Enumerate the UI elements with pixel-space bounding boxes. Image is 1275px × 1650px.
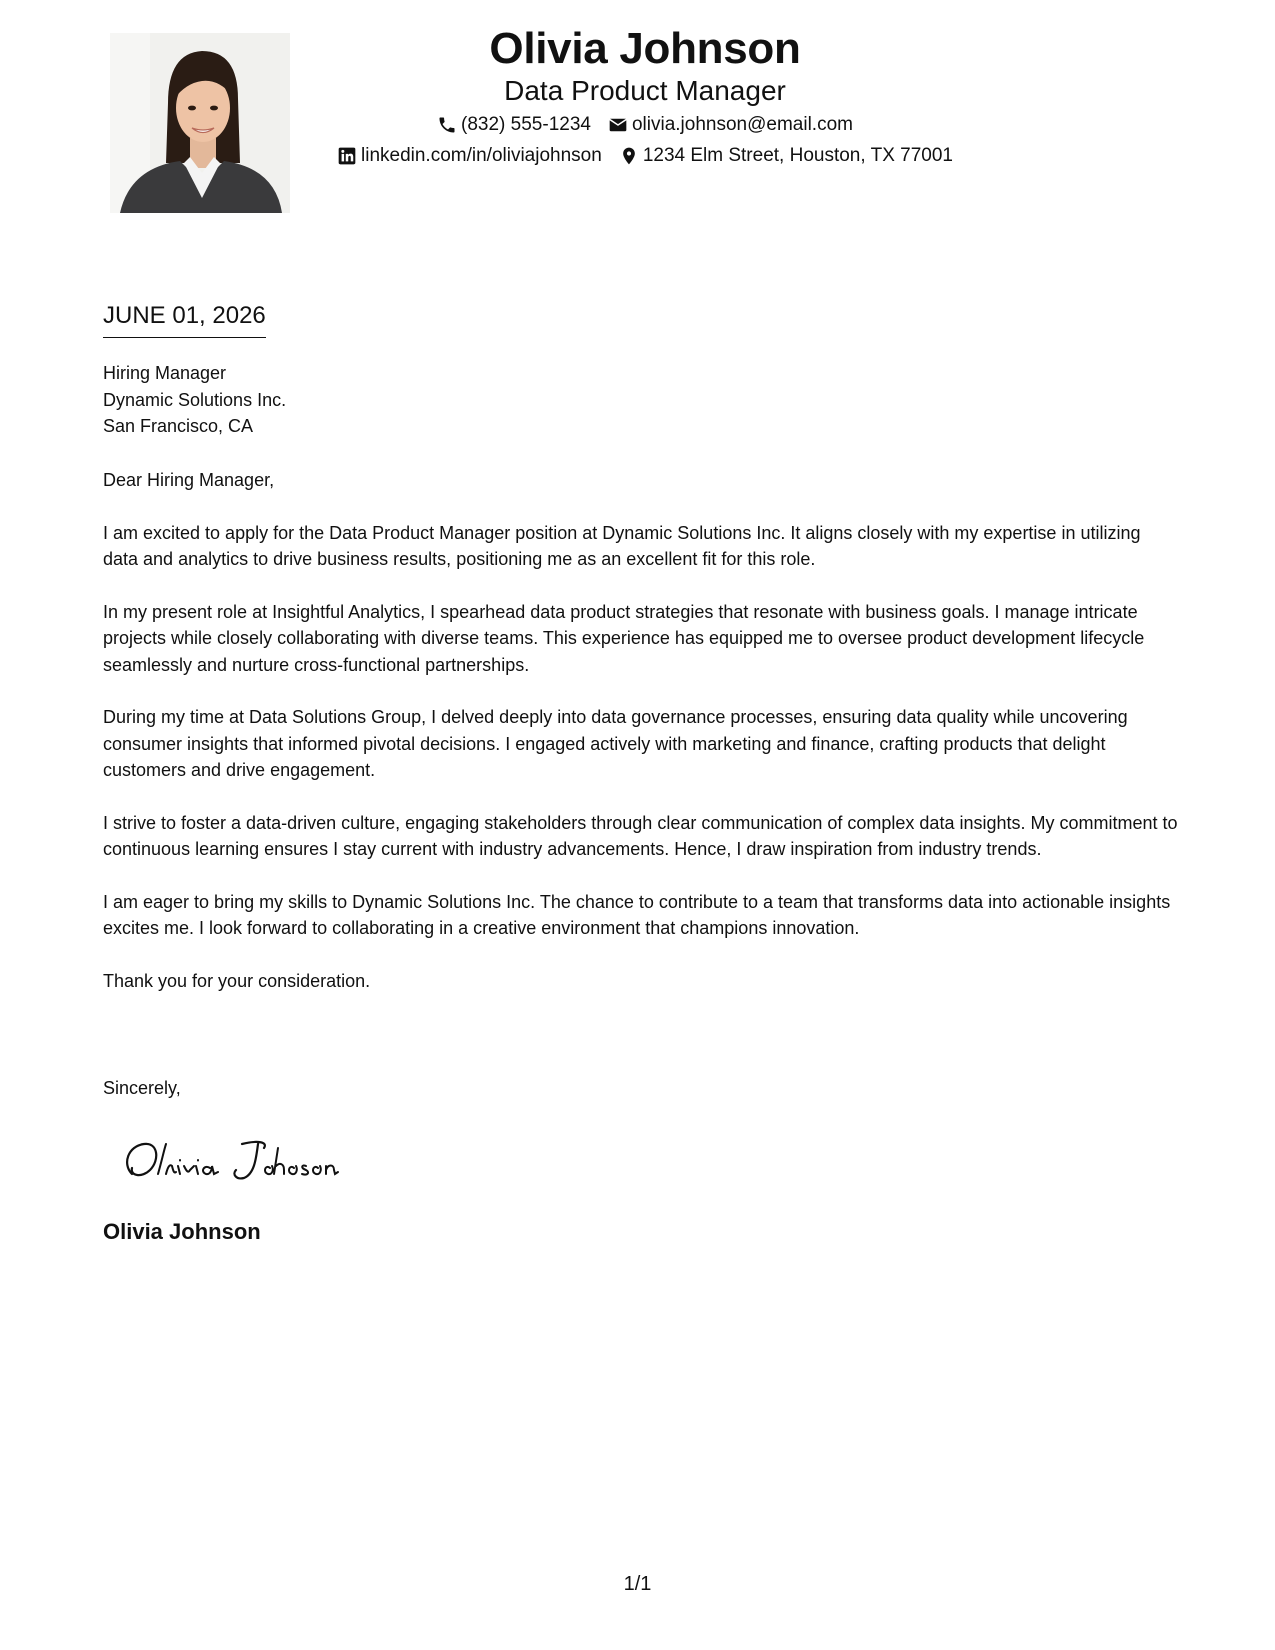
valediction: Sincerely, xyxy=(103,1078,181,1098)
linkedin-contact[interactable] xyxy=(337,141,602,171)
applicant-name: Olivia Johnson xyxy=(489,24,801,73)
map-pin-icon xyxy=(619,146,639,166)
envelope-icon xyxy=(608,115,628,135)
street-address: 1234 Elm Street, Houston, TX 77001 xyxy=(642,145,953,166)
greeting: Dear Hiring Manager, xyxy=(103,470,275,490)
resume-header xyxy=(300,22,990,171)
recipient-title: Hiring Manager xyxy=(103,363,227,383)
recipient-company: Dynamic Solutions Inc. xyxy=(103,389,287,410)
paragraph-current-role: In my present role at Insightful Analytics, I spearhead data product strategies that resonate with business goals. I manage intricate projects while closely collaborating with diverse teams. This experience has equipped me to oversee product development lifecycle seamlessly and nurture cross-functional partnerships. xyxy=(103,601,1145,675)
signed-name: Olivia Johnson xyxy=(103,1219,261,1244)
contact-row-1 xyxy=(300,110,990,140)
email-address: olivia.johnson@email.com xyxy=(631,114,853,135)
job-title: Data Product Manager xyxy=(504,75,786,106)
address-contact xyxy=(619,141,953,171)
page-number: 1/1 xyxy=(623,1573,652,1595)
thank-you: Thank you for your consideration. xyxy=(103,970,371,991)
paragraph-previous-role: During my time at Data Solutions Group, I delved deeply into data governance processes, ensuring data quality while uncovering consumer insights that informed pivotal decisions. I engaged actively with marketing and finance, crafting products that delight customers and drive engagement. xyxy=(103,707,1128,780)
email-contact[interactable] xyxy=(608,110,853,140)
contact-row-2 xyxy=(300,141,990,171)
paragraph-intro: I am excited to apply for the Data Product Manager position at Dynamic Solutions Inc. It aligns closely with my expertise in utilizing data and analytics to drive business results, positioning me as an excellent fit for this role. xyxy=(103,522,1141,569)
profile-photo xyxy=(110,33,290,213)
recipient-location: San Francisco, CA xyxy=(103,416,254,436)
paragraph-closing: I am eager to bring my skills to Dynamic Solutions Inc. The chance to contribute to a team that transforms data into actionable insights excites me. I look forward to collaborating in a creative environment that champions innovation. xyxy=(103,891,1171,938)
phone-icon xyxy=(437,115,457,135)
letter-date: JUNE 01, 2026 xyxy=(103,300,266,338)
phone-contact[interactable] xyxy=(437,110,591,140)
paragraph-culture: I strive to foster a data-driven culture, engaging stakeholders through clear communication of complex data insights. My commitment to continuous learning ensures I stay current with industry advancements. Hence, I draw inspiration from industry trends. xyxy=(103,812,1178,859)
linkedin-icon xyxy=(337,146,357,166)
linkedin-url: linkedin.com/in/oliviajohnson xyxy=(361,145,602,166)
letter-body xyxy=(103,467,1178,1020)
phone-number: (832) 555-1234 xyxy=(461,114,591,135)
recipient-block xyxy=(103,360,286,440)
handwritten-signature xyxy=(118,1130,358,1190)
